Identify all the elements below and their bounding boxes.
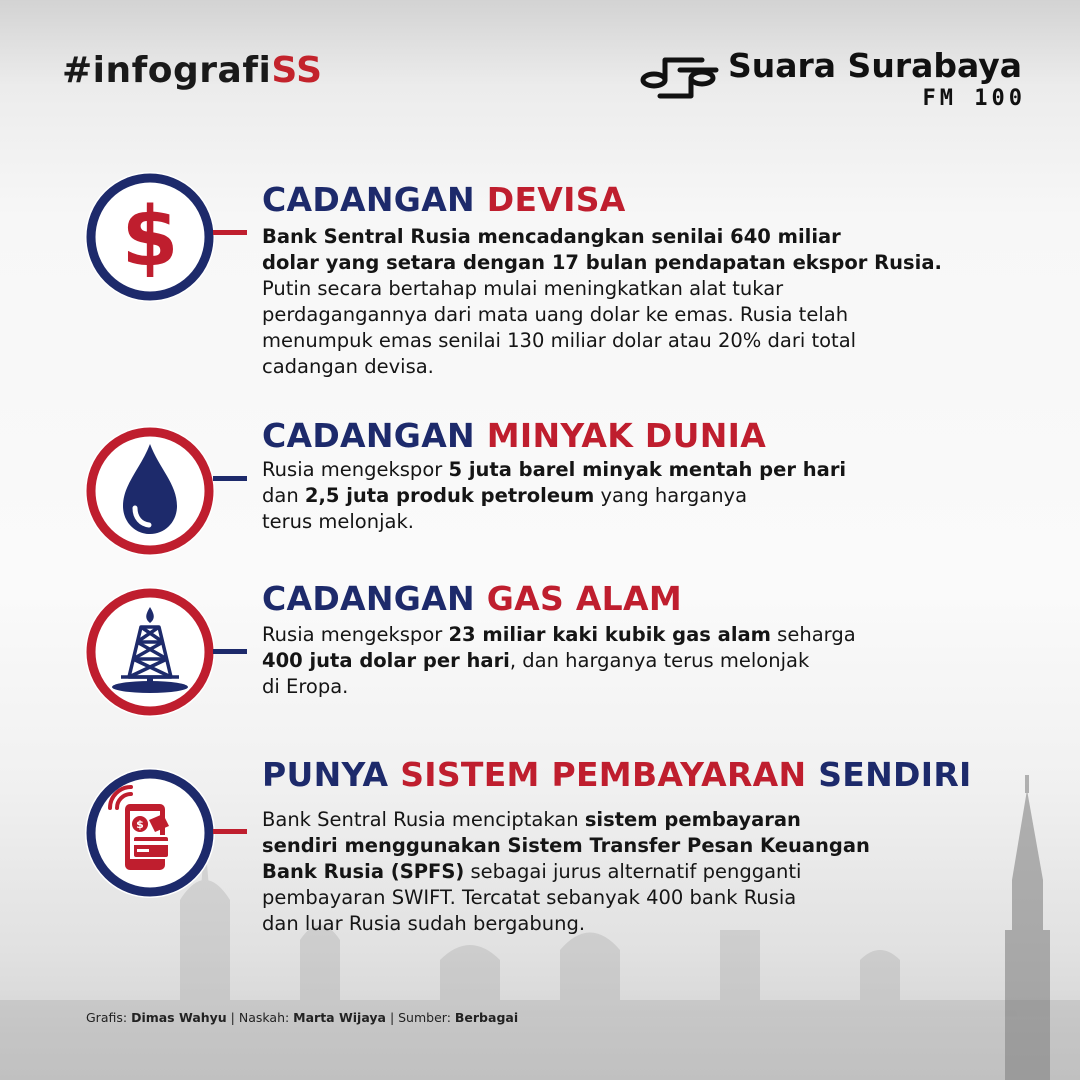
- credit-label: | Sumber:: [385, 1010, 455, 1025]
- body-text: Rusia mengekspor: [262, 458, 449, 481]
- body-line: [262, 807, 1032, 833]
- infografis-hashtag: #infografiSS: [62, 50, 323, 91]
- body-line: [262, 483, 1032, 509]
- body-line: [262, 833, 1032, 859]
- body-line: [262, 648, 1032, 674]
- body-bold-text: dolar yang setara dengan 17 bulan pendapatan ekspor Rusia.: [262, 251, 942, 274]
- section-body: [262, 807, 1032, 937]
- body-line: [262, 457, 1032, 483]
- station-frequency: FM 100: [922, 86, 1026, 111]
- body-line: [262, 328, 1032, 354]
- svg-text:$: $: [121, 190, 179, 285]
- body-text: menumpuk emas senilai 130 miliar dolar atau 20% dari total: [262, 329, 857, 352]
- credits-line: [86, 1010, 518, 1025]
- body-text: sebagai jurus alternatif pengganti: [464, 860, 802, 883]
- body-text: perdagangannya dari mata uang dolar ke emas. Rusia telah: [262, 303, 849, 326]
- body-text: cadangan devisa.: [262, 355, 434, 378]
- body-line: [262, 911, 1032, 937]
- mobile-payment-icon: [85, 768, 215, 898]
- body-line: [262, 276, 1032, 302]
- icon-badge: [85, 587, 215, 717]
- credit-label: | Naskah:: [226, 1010, 294, 1025]
- body-text: terus melonjak.: [262, 510, 414, 533]
- body-line: [262, 354, 1032, 380]
- connector-line: [213, 829, 247, 834]
- credit-label: Grafis:: [86, 1010, 132, 1025]
- credit-name: Marta Wijaya: [293, 1010, 386, 1025]
- svg-text:$: $: [136, 818, 144, 831]
- body-line: [262, 885, 1032, 911]
- body-bold-text: sistem pembayaran: [584, 808, 801, 831]
- section-body: [262, 457, 1032, 535]
- body-text: dan: [262, 484, 305, 507]
- section-title: CADANGAN MINYAK DUNIA: [262, 416, 767, 455]
- credit-name: Dimas Wahyu: [131, 1010, 227, 1025]
- connector-line: [213, 230, 247, 235]
- body-bold-text: Bank Rusia (SPFS): [262, 860, 465, 883]
- body-line: [262, 224, 1032, 250]
- icon-badge: [85, 768, 215, 898]
- connector-line: [213, 649, 247, 654]
- body-line: [262, 250, 1032, 276]
- dollar-icon: [85, 172, 215, 302]
- body-bold-text: 23 miliar kaki kubik gas alam: [448, 623, 771, 646]
- body-text: dan luar Rusia sudah bergabung.: [262, 912, 586, 935]
- body-bold-text: Bank Sentral Rusia mencadangkan senilai 640 miliar: [262, 225, 841, 248]
- suara-surabaya-logo: [640, 46, 1040, 116]
- section-title: PUNYA SISTEM PEMBAYARAN SENDIRI: [262, 755, 972, 794]
- body-bold-text: 2,5 juta produk petroleum: [304, 484, 595, 507]
- body-line: [262, 509, 1032, 535]
- music-note-logo-icon: [640, 50, 720, 104]
- body-text: , dan harganya terus melonjak: [509, 649, 810, 672]
- body-line: [262, 859, 1032, 885]
- section-title: CADANGAN GAS ALAM: [262, 579, 682, 618]
- body-bold-text: 5 juta barel minyak mentah per hari: [448, 458, 847, 481]
- body-line: [262, 674, 1032, 700]
- body-text: di Eropa.: [262, 675, 349, 698]
- body-text: seharga: [770, 623, 856, 646]
- body-line: [262, 302, 1032, 328]
- oil-drop-icon: [85, 426, 215, 556]
- body-text: Putin secara bertahap mulai meningkatkan alat tukar: [262, 277, 784, 300]
- body-line: [262, 622, 1032, 648]
- body-text: Rusia mengekspor: [262, 623, 449, 646]
- gas-rig-icon: [85, 587, 215, 717]
- body-text: Bank Sentral Rusia menciptakan: [262, 808, 585, 831]
- body-bold-text: sendiri menggunakan Sistem Transfer Pesan Keuangan: [262, 834, 870, 857]
- credit-name: Berbagai: [454, 1010, 519, 1025]
- body-text: yang harganya: [594, 484, 748, 507]
- station-name: Suara Surabaya: [728, 46, 1023, 85]
- body-text: pembayaran SWIFT. Tercatat sebanyak 400 bank Rusia: [262, 886, 797, 909]
- section-body: [262, 224, 1032, 380]
- connector-line: [213, 476, 247, 481]
- icon-badge: [85, 172, 215, 302]
- body-bold-text: 400 juta dolar per hari: [262, 649, 510, 672]
- section-body: [262, 622, 1032, 700]
- icon-badge: [85, 426, 215, 556]
- section-title: CADANGAN DEVISA: [262, 180, 626, 219]
